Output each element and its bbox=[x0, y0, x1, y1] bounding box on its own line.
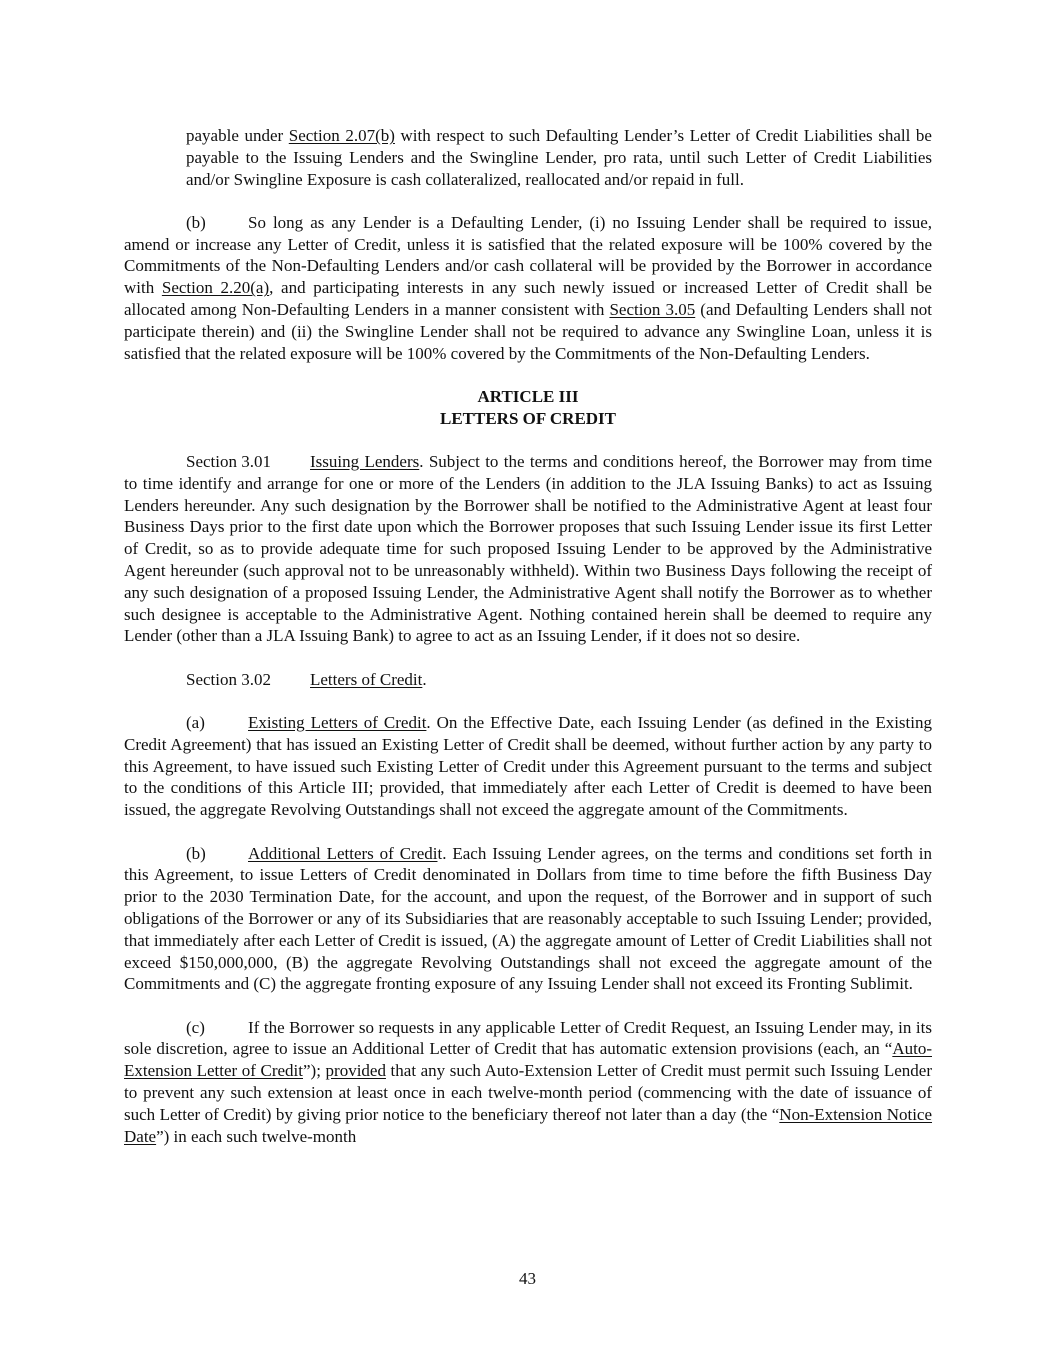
section-title: Letters of Credit bbox=[310, 669, 423, 689]
text: t bbox=[437, 843, 443, 863]
paragraph-a-existing bbox=[124, 712, 932, 821]
cross-reference: Section 2.20(a) bbox=[161, 278, 270, 298]
paragraph-b-defaulting bbox=[124, 212, 932, 365]
text: with respect to such Defaulting Lender’s Letter of Credit Liabilities shall be payable to the Issuing Lenders and the Swingline Lender, pro rata, until such Letter of Credit Liabilities and/or Swingline Exposure is cash collateralized, reallocated and/or repaid in full. bbox=[186, 126, 932, 189]
paragraph-b-additional bbox=[124, 843, 932, 996]
text: (and Defaulting Lenders shall not participate therein) and (ii) the Swingline Lender shall not be required to advance any Swingline Loan, unless it is satisfied that the related exposure will be 100% covered by the Commitments of the Non-Defaulting Lenders. bbox=[124, 300, 932, 363]
clause-label: (c) bbox=[186, 1017, 205, 1037]
page-number: 43 bbox=[519, 1269, 536, 1288]
text: ”) in each such twelve-month bbox=[156, 1126, 357, 1146]
text: . On the Effective Date, each Issuing Lender (as defined in the Existing Credit Agreement) that has issued an Existing Letter of Credit shall be deemed, without further action by any party to this Agreement, to have issued such Existing Letter of Credit under this Agreement pursuant to the terms and subject to the conditions of this Article III; provided, that immediately after each Letter of Credit is deemed to have been issued, the aggregate Revolving Outstandings shall not exceed the aggregate amount of the Commitments. bbox=[124, 713, 932, 820]
section-number: Section 3.02 bbox=[186, 669, 271, 689]
text: that any such Auto-Extension Letter of Credit must permit such Issuing Lender to prevent any such extension at least once in each twelve-month period (commencing with the date of issuance of such Letter of Credit) by giving prior notice to the beneficiary thereof not later than a day (the “ bbox=[124, 1061, 933, 1124]
text: payable under bbox=[186, 126, 289, 145]
text: . Each Issuing Lender agrees, on the terms and conditions set forth in this Agreement, to issue Letters of Credit denominated in Dollars from time to time before the fifth Business Day prior to the 2030 Termination Date, for the account, and upon the request, of the Borrower and in support of such obligations of the Borrower or any of its Subsidiaries that are reasonably acceptable to such Issuing Lender; provided, that immediately after each Letter of Credit is issued, (A) the aggregate amount of Letter of Credit Liabilities shall not exceed $150,000,000, (B) the aggregate Revolving Outstandings shall not exceed the aggregate amount of the Commitments and (C) the aggregate fronting exposure of any Issuing Lender shall not exceed its Fronting Sublimit. bbox=[124, 843, 932, 994]
paragraph-c-auto-extension bbox=[124, 1017, 932, 1148]
article-number: ARTICLE III bbox=[477, 386, 579, 406]
text: , and participating interests in any such newly issued or increased Letter of Credit shall be allocated among Non-Defaulting Lenders in a manner consistent with bbox=[124, 278, 932, 320]
cross-reference: Section 3.05 bbox=[609, 300, 696, 320]
section-number: Section 3.01 bbox=[186, 452, 271, 472]
clause-title: Additional Letters of Credi bbox=[248, 843, 438, 863]
section-3-02 bbox=[124, 669, 932, 691]
defined-term: Auto-Extension Letter of Credit bbox=[124, 1039, 932, 1081]
page-body bbox=[124, 125, 932, 1147]
section-3-01 bbox=[124, 451, 932, 647]
defined-term: Non-Extension Notice Date bbox=[124, 1104, 933, 1146]
clause-label: (b) bbox=[186, 212, 206, 232]
text: ”); bbox=[303, 1061, 326, 1081]
article-title: LETTERS OF CREDIT bbox=[439, 408, 617, 428]
text: If the Borrower so requests in any applicable Letter of Credit Request, an Issuing Lender may, in its sole discretion, agree to issue an Additional Letter of Credit that has automatic extension provisions (each, an “ bbox=[124, 1017, 932, 1059]
text: . Subject to the terms and conditions hereof, the Borrower may from time to time identify and arrange for one or more of the Lenders (in addition to the JLA Issuing Banks) to act as Issuing Lenders hereunder. Any such designation by the Borrower shall be notified to the Administrative Agent at least four Business Days prior to the first date upon which the Borrower proposes that such Issuing Lender issue its first Letter of Credit, so as to provide adequate time for such proposed Issuing Lender to be approved by the Administrative Agent hereunder (such approval not to be unreasonably withheld). Within two Business Days following the receipt of any such designation of a proposed Issuing Lender, the Administrative Agent shall notify the Borrower as to whether such designee is acceptable to the Administrative Agent. Nothing contained herein shall be deemed to require any Lender (other than a JLA Issuing Bank) to agree to act as an Issuing Lender, if it does not so desire. bbox=[124, 452, 933, 646]
article-heading bbox=[124, 386, 932, 430]
defined-term: provided bbox=[325, 1061, 386, 1081]
text: . bbox=[422, 669, 427, 689]
text: So long as any Lender is a Defaulting Lender, (i) no Issuing Lender shall be required to issue, amend or increase any Letter of Credit, unless it is satisfied that the related exposure will be 100% covered by the Commitments of the Non-Defaulting Lenders and/or cash collateral will be provided by the Borrower in accordance with bbox=[124, 212, 932, 298]
clause-title: Existing Letters of Credit bbox=[248, 713, 427, 733]
cross-reference: Section 2.07(b) bbox=[288, 126, 395, 145]
clause-label: (b) bbox=[186, 843, 206, 863]
paragraph-continuation bbox=[186, 125, 932, 190]
section-title: Issuing Lenders bbox=[310, 452, 420, 472]
clause-label: (a) bbox=[186, 713, 205, 733]
